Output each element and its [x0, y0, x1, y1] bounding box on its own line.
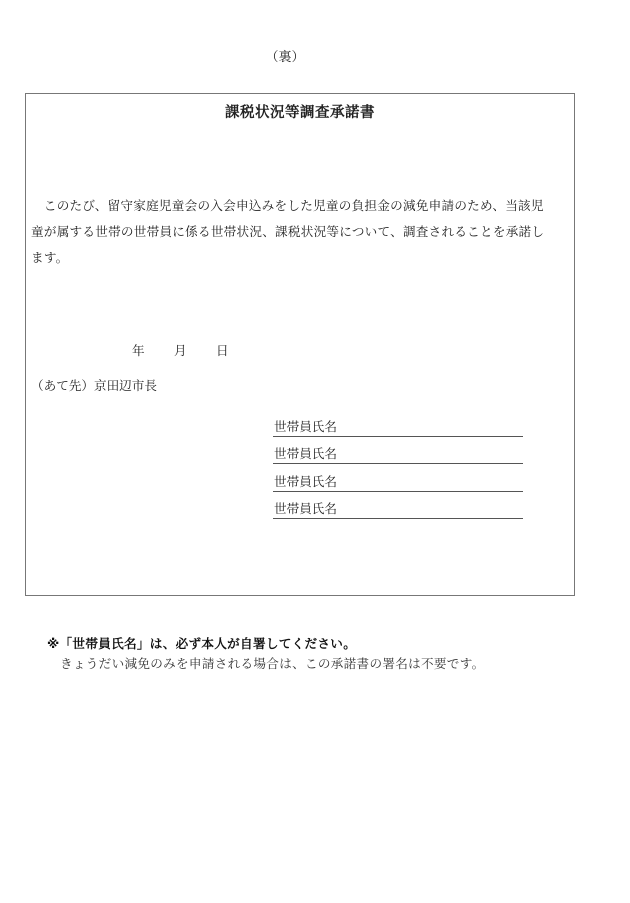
signature-field-label: 世帯員氏名: [274, 501, 337, 516]
consent-statement-line: このたび、留守家庭児童会の入会申込みをした児童の負担金の減免申請のため、当該児: [31, 198, 544, 213]
consent-statement-line: ます。: [31, 250, 69, 265]
consent-form-box: [25, 93, 575, 596]
signature-requirement-note: ※「世帯員氏名」は、必ず本人が自署してください。: [47, 636, 357, 651]
signature-field[interactable]: [273, 492, 523, 520]
signature-field[interactable]: [273, 464, 523, 492]
form-title: 課税状況等調査承諾書: [225, 104, 375, 121]
sibling-exemption-note: きょうだい減免のみを申請される場合は、この承諾書の署名は不要です。: [60, 656, 485, 671]
signature-field-label: 世帯員氏名: [274, 446, 337, 461]
signature-field[interactable]: [273, 437, 523, 465]
addressee: （あて先）京田辺市長: [31, 378, 157, 393]
signature-fields: [273, 409, 523, 519]
month-label: 月: [174, 343, 187, 358]
consent-statement: [31, 193, 571, 271]
signature-field-label: 世帯員氏名: [274, 473, 337, 489]
consent-statement-line: 童が属する世帯の世帯員に係る世帯状況、課税状況等について、調査されることを承諾し: [31, 224, 545, 239]
year-label: 年: [132, 343, 145, 358]
signature-underline: [273, 518, 523, 519]
signature-field[interactable]: [273, 409, 523, 437]
page-side-label: （裏）: [265, 50, 305, 65]
signature-field-label: 世帯員氏名: [274, 418, 337, 434]
day-label: 日: [216, 343, 229, 358]
